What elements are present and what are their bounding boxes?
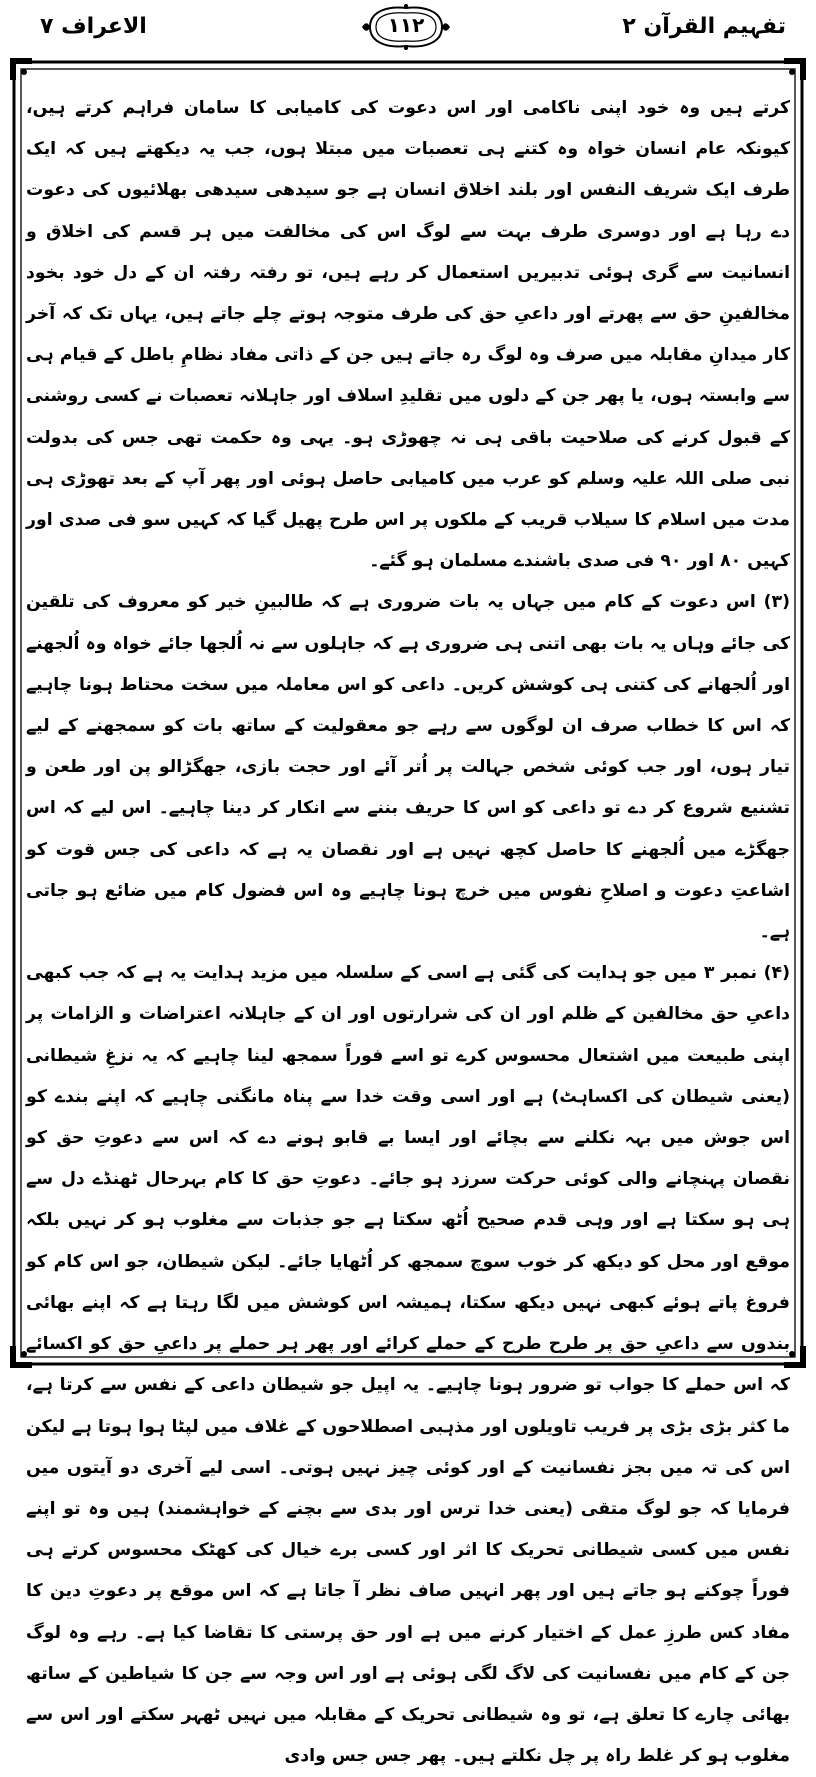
page-number-badge — [360, 2, 452, 52]
paragraph-3: (۴) نمبر ۳ میں جو ہدایت کی گئی ہے اسی کے سلسلہ میں مزید ہدایت یہ ہے کہ جب کبھی داعیِ حق مخالفین کے ظلم اور ان کی شرارتوں اور ان کے جاہلانہ اعتراضات و الزامات پر اپنی طبیعت میں اشتعال محسوس کرے تو اسے فوراً سمجھ لینا چاہیے کہ یہ نزغِ شیطانی (یعنی شیطان کی اکساہٹ) ہے اور اسی وقت خدا سے پناہ مانگنی چاہیے کہ اپنے بندے کو اس جوش میں بہہ نکلنے سے بچائے اور ایسا بے قابو ہونے دے کہ اس سے دعوتِ حق کو نقصان پہنچانے والی کوئی حرکت سرزد ہو جائے۔ دعوتِ حق کا کام بہرحال ٹھنڈے دل سے ہی ہو سکتا ہے اور وہی قدم صحیح اُٹھ سکتا ہے جو جذبات سے مغلوب ہو کر نہیں بلکہ موقع اور محل کو دیکھ کر خوب سوچ سمجھ کر اُٹھایا جائے۔ لیکن شیطان، جو اس کام کو فروغ پاتے ہوئے کبھی نہیں دیکھ سکتا، ہمیشہ اس کوشش میں لگا رہتا ہے کہ اپنے بھائی بندوں سے داعیِ حق پر طرح طرح کے حملے کرائے اور پھر ہر حملے پر داعیِ حق کو اکسائے کہ اس حملے کا جواب تو ضرور ہونا چاہیے۔ یہ اپیل جو شیطان داعی کے نفس سے کرتا ہے، ما کثر بڑی بڑی پر فریب تاویلوں اور مذہبی اصطلاحوں کے غلاف میں لپٹا ہوا ہوتا ہے لیکن اس کی تہ میں بجز نفسانیت کے اور کوئی چیز نہیں ہوتی۔ اسی لیے آخری دو آیتوں میں فرمایا کہ جو لوگ متقی (یعنی خدا ترس اور بدی سے بچنے کے خواہشمند) ہیں وہ تو اپنے نفس میں کسی شیطانی تحریک کا اثر اور کسی برے خیال کی کھٹک محسوس کرتے ہی فوراً چوکنے ہو جاتے ہیں اور پھر انہیں صاف نظر آ جاتا ہے کہ اس موقع پر دعوتِ دین کا مفاد کس طرزِ عمل کے اختیار کرنے میں ہے اور حق پرستی کا تقاضا کیا ہے۔ رہے وہ لوگ جن کے کام میں نفسانیت کی لاگ لگی ہوئی ہے اور اس وجہ سے جن کا شیاطین کے ساتھ بھائی چارے کا تعلق ہے، تو وہ شیطانی تحریک کے مقابلہ میں نہیں ٹھہر سکتے اور اس سے مغلوب ہو کر غلط راہ پر چل نکلتے ہیں۔ پھر جس جس وادی — [26, 963, 790, 1767]
paragraph-2: (۳) اس دعوت کے کام میں جہاں یہ بات ضروری ہے کہ طالبینِ خیر کو معروف کی تلقین کی جائے وہاں یہ بات بھی اتنی ہی ضروری ہے کہ جاہلوں سے نہ اُلجھا جائے خواہ وہ اُلجھنے اور اُلجھانے کی کتنی ہی کوشش کریں۔ داعی کو اس معاملہ میں سخت محتاط ہونا چاہیے کہ اس کا خطاب صرف ان لوگوں سے رہے جو معقولیت کے ساتھ بات کو سمجھنے کے لیے تیار ہوں، اور جب کوئی شخص جہالت پر اُتر آئے اور حجت بازی، جھگڑالو پن اور طعن و تشنیع شروع کر دے تو داعی کو اس کا حریف بننے سے انکار کر دینا چاہیے۔ اس لیے کہ اس جھگڑے میں اُلجھنے کا حاصل کچھ نہیں ہے اور نقصان یہ ہے کہ داعی کی جس قوت کو اشاعتِ دعوت و اصلاحِ نفوس میں خرچ ہونا چاہیے وہ اس فضول کام میں ضائع ہو جاتی ہے۔ — [26, 592, 790, 943]
page-number: ۱۱۲ — [387, 13, 425, 37]
book-title: تفہیم القرآن ۲ — [622, 14, 786, 39]
page-body — [26, 88, 790, 1767]
page-header — [0, 0, 816, 60]
surah-title: الاعراف ۷ — [40, 14, 147, 39]
paragraph-1: کرتے ہیں وہ خود اپنی ناکامی اور اس دعوت کی کامیابی کا سامان فراہم کرتے ہیں، کیونکہ عام انسان خواہ وہ کتنے ہی تعصبات میں مبتلا ہوں، جب یہ دیکھتے ہیں کہ ایک طرف ایک شریف النفس اور بلند اخلاق انسان ہے جو سیدھی سیدھی بھلائیوں کی دعوت دے رہا ہے اور دوسری طرف بہت سے لوگ اس کی مخالفت میں ہر قسم کی اخلاق و انسانیت سے گری ہوئی تدبیریں استعمال کر رہے ہیں، تو رفتہ رفتہ ان کے دل خود بخود مخالفینِ حق سے پھرتے اور داعیِ حق کی طرف متوجہ ہوتے چلے جاتے ہیں، یہاں تک کہ آخر کار میدانِ مقابلہ میں صرف وہ لوگ رہ جاتے ہیں جن کے ذاتی مفاد نظامِ باطل کے قیام ہی سے وابستہ ہوں، یا پھر جن کے دلوں میں تقلیدِ اسلاف اور جاہلانہ تعصبات نے کسی روشنی کے قبول کرنے کی صلاحیت باقی ہی نہ چھوڑی ہو۔ یہی وہ حکمت تھی جس کی بدولت نبی صلی اللہ علیہ وسلم کو عرب میں کامیابی حاصل ہوئی اور پھر آپ کے بعد تھوڑی ہی مدت میں اسلام کا سیلاب قریب کے ملکوں پر اس طرح پھیل گیا کہ کہیں سو فی صدی اور کہیں ۸۰ اور ۹۰ فی صدی باشندے مسلمان ہو گئے۔ — [26, 98, 790, 572]
